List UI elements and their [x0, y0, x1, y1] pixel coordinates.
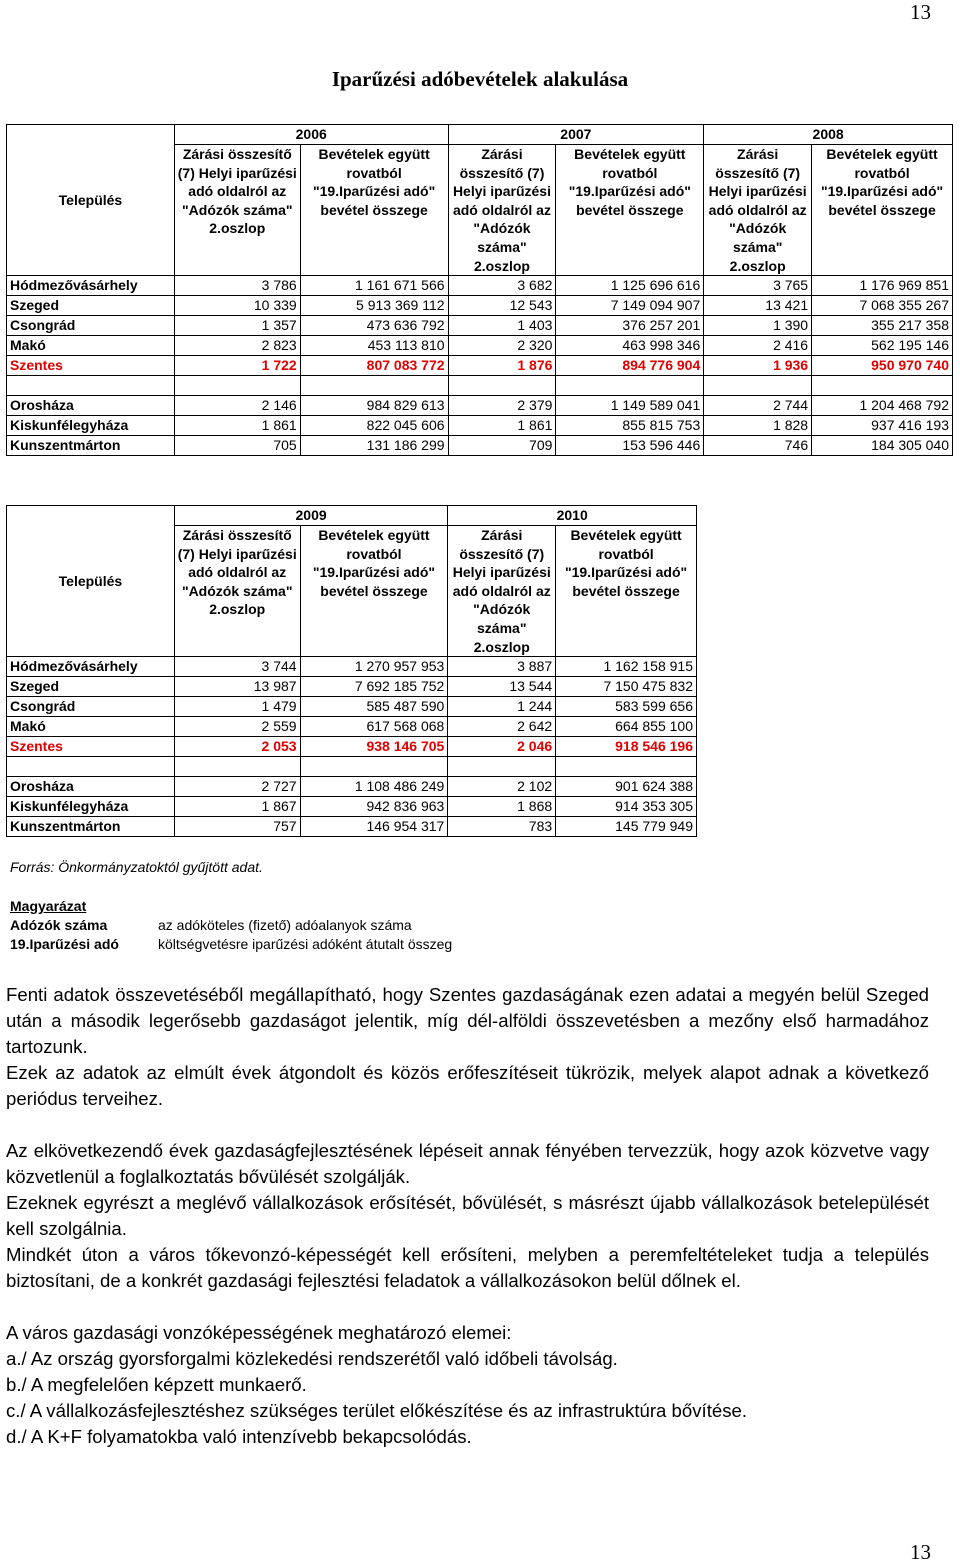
revenue-cell: 355 217 358 — [812, 316, 953, 336]
tax-revenue-table-2006-2008 — [6, 124, 953, 456]
revenue-cell: 463 998 346 — [556, 336, 704, 356]
legend-item — [10, 916, 452, 935]
settlement-name: Kiskunfélegyháza — [7, 797, 175, 817]
revenue-cell: 617 568 068 — [300, 717, 448, 737]
paragraph: Ezeknek egyrészt a meglévő vállalkozások erősítését, bővülését, s másrészt újabb vállalkozások betelepülését kell szolgálnia. — [6, 1192, 929, 1239]
page-title: Iparűzési adóbevételek alakulása — [331, 67, 629, 91]
year-header: 2006 — [174, 125, 448, 145]
table-row — [7, 276, 953, 296]
taxpayer-count-cell: 3 744 — [174, 657, 300, 677]
table-row — [7, 797, 697, 817]
revenue-cell: 822 045 606 — [300, 416, 448, 436]
table-row — [7, 336, 953, 356]
table-row — [7, 416, 953, 436]
taxpayer-count-cell: 2 727 — [174, 777, 300, 797]
settlement-name: Kiskunfélegyháza — [7, 416, 175, 436]
taxpayer-count-cell: 1 876 — [448, 356, 556, 376]
page-number-top: 13 — [910, 0, 931, 24]
revenue-cell: 894 776 904 — [556, 356, 704, 376]
taxpayer-count-cell: 1 868 — [448, 797, 556, 817]
revenue-cell: 942 836 963 — [300, 797, 448, 817]
revenue-cell: 145 779 949 — [556, 817, 697, 837]
revenue-cell: 1 204 468 792 — [812, 396, 953, 416]
taxpayer-count-cell: 2 642 — [448, 717, 556, 737]
taxpayer-count-cell: 783 — [448, 817, 556, 837]
empty-cell — [300, 757, 448, 777]
settlement-name: Csongrád — [7, 316, 175, 336]
settlement-name: Szeged — [7, 296, 175, 316]
settlement-name: Kunszentmárton — [7, 817, 175, 837]
empty-cell — [174, 757, 300, 777]
taxpayer-count-header: Zárási összesítő (7) Helyi iparűzési adó oldalról az "Adózók száma" 2.oszlop — [704, 145, 812, 276]
revenue-cell: 1 108 486 249 — [300, 777, 448, 797]
settlement-header: Település — [7, 506, 175, 657]
revenue-cell: 562 195 146 — [812, 336, 953, 356]
empty-cell — [7, 757, 175, 777]
revenue-cell: 901 624 388 — [556, 777, 697, 797]
taxpayer-count-cell: 1 861 — [174, 416, 300, 436]
paragraph: b./ A megfelelően képzett munkaerő. — [6, 1374, 307, 1395]
spacer-row — [7, 757, 697, 777]
legend-title: Magyarázat — [10, 898, 87, 914]
taxpayer-count-cell: 1 357 — [174, 316, 300, 336]
taxpayer-count-cell: 705 — [174, 436, 300, 456]
paragraph: Az elkövetkezendő évek gazdaságfejlesztésének lépéseit annak fényében tervezzük, hogy azok közvetve vagy közvetlenül a foglalkoztatás bővülését szolgálják. — [6, 1140, 929, 1187]
revenue-cell: 664 855 100 — [556, 717, 697, 737]
paragraph: A város gazdasági vonzóképességének meghatározó elemei: — [6, 1322, 512, 1343]
table-row — [7, 356, 953, 376]
taxpayer-count-cell: 3 786 — [174, 276, 300, 296]
taxpayer-count-cell: 1 828 — [704, 416, 812, 436]
taxpayer-count-cell: 2 146 — [174, 396, 300, 416]
taxpayer-count-header: Zárási összesítő (7) Helyi iparűzési adó oldalról az "Adózók száma" 2.oszlop — [448, 145, 556, 276]
taxpayer-count-header: Zárási összesítő (7) Helyi iparűzési adó oldalról az "Adózók száma" 2.oszlop — [174, 526, 300, 657]
revenue-cell: 5 913 369 112 — [300, 296, 448, 316]
legend — [10, 897, 452, 954]
settlement-header: Település — [7, 125, 175, 276]
table-row — [7, 396, 953, 416]
taxpayer-count-header: Zárási összesítő (7) Helyi iparűzési adó oldalról az "Adózók száma" 2.oszlop — [448, 526, 556, 657]
settlement-name: Szeged — [7, 677, 175, 697]
revenue-header: Bevételek együtt rovatból "19.Iparűzési adó" bevétel összege — [556, 145, 704, 276]
body-text — [6, 982, 929, 1450]
table-row — [7, 697, 697, 717]
revenue-cell: 153 596 446 — [556, 436, 704, 456]
taxpayer-count-cell: 1 722 — [174, 356, 300, 376]
taxpayer-count-cell: 2 046 — [448, 737, 556, 757]
taxpayer-count-header: Zárási összesítő (7) Helyi iparűzési adó oldalról az "Adózók száma" 2.oszlop — [174, 145, 300, 276]
paragraph-spacer — [6, 1112, 929, 1138]
paragraph: a./ Az ország gyorsforgalmi közlekedési rendszerétől való időbeli távolság. — [6, 1348, 618, 1369]
table-row — [7, 817, 697, 837]
taxpayer-count-cell: 1 244 — [448, 697, 556, 717]
revenue-cell: 146 954 317 — [300, 817, 448, 837]
revenue-cell: 807 083 772 — [300, 356, 448, 376]
revenue-cell: 918 546 196 — [556, 737, 697, 757]
year-header: 2009 — [174, 506, 448, 526]
revenue-cell: 7 150 475 832 — [556, 677, 697, 697]
taxpayer-count-cell: 3 682 — [448, 276, 556, 296]
paragraph-spacer — [6, 1294, 929, 1320]
empty-cell — [7, 376, 175, 396]
revenue-cell: 583 599 656 — [556, 697, 697, 717]
paragraph: d./ A K+F folyamatokba való intenzívebb bekapcsolódás. — [6, 1426, 472, 1447]
page-number-bottom: 13 — [910, 1540, 931, 1564]
taxpayer-count-cell: 709 — [448, 436, 556, 456]
settlement-name: Csongrád — [7, 697, 175, 717]
legend-term: 19.Iparűzési adó — [10, 936, 119, 952]
table-row — [7, 657, 697, 677]
revenue-cell: 938 146 705 — [300, 737, 448, 757]
revenue-cell: 453 113 810 — [300, 336, 448, 356]
paragraph: Fenti adatok összevetéséből megállapítható, hogy Szentes gazdaságának ezen adatai a megyén belül Szeged után a második legerősebb gazdaságot jelentik, míg dél-alföldi összevetésben a mezőny első harmadához tartozunk. — [6, 984, 929, 1057]
revenue-cell: 1 162 158 915 — [556, 657, 697, 677]
taxpayer-count-cell: 2 744 — [704, 396, 812, 416]
settlement-name: Szentes — [7, 356, 175, 376]
revenue-cell: 131 186 299 — [300, 436, 448, 456]
year-header: 2007 — [448, 125, 704, 145]
taxpayer-count-cell: 3 765 — [704, 276, 812, 296]
empty-cell — [174, 376, 300, 396]
revenue-header: Bevételek együtt rovatból "19.Iparűzési adó" bevétel összege — [812, 145, 953, 276]
empty-cell — [448, 757, 556, 777]
taxpayer-count-cell: 2 053 — [174, 737, 300, 757]
year-header: 2008 — [704, 125, 953, 145]
settlement-name: Szentes — [7, 737, 175, 757]
legend-description: az adóköteles (fizető) adóalanyok száma — [158, 917, 412, 933]
taxpayer-count-cell: 757 — [174, 817, 300, 837]
taxpayer-count-cell: 10 339 — [174, 296, 300, 316]
revenue-cell: 1 161 671 566 — [300, 276, 448, 296]
paragraph: Mindkét úton a város tőkevonzó-képességét kell erősíteni, melyben a peremfeltételeket tudja a település biztosítani, de a konkrét gazdasági fejlesztési feladatok a vállalkozásokon belül dőlnek el. — [6, 1244, 929, 1291]
taxpayer-count-cell: 2 102 — [448, 777, 556, 797]
taxpayer-count-cell: 12 543 — [448, 296, 556, 316]
revenue-cell: 937 416 193 — [812, 416, 953, 436]
settlement-name: Orosháza — [7, 777, 175, 797]
table-row — [7, 717, 697, 737]
tax-revenue-table-2009-2010 — [6, 505, 697, 837]
table-row — [7, 296, 953, 316]
empty-cell — [448, 376, 556, 396]
table-row — [7, 677, 697, 697]
table-body — [7, 276, 953, 456]
revenue-cell: 7 692 185 752 — [300, 677, 448, 697]
table-row — [7, 737, 697, 757]
empty-cell — [704, 376, 812, 396]
taxpayer-count-cell: 2 559 — [174, 717, 300, 737]
legend-term: Adózók száma — [10, 917, 108, 933]
taxpayer-count-cell: 1 861 — [448, 416, 556, 436]
empty-cell — [812, 376, 953, 396]
empty-cell — [556, 757, 697, 777]
source-note: Forrás: Önkormányzatoktól gyűjtött adat. — [10, 859, 263, 875]
taxpayer-count-cell: 1 867 — [174, 797, 300, 817]
taxpayer-count-cell: 2 416 — [704, 336, 812, 356]
table-row — [7, 316, 953, 336]
revenue-header: Bevételek együtt rovatból "19.Iparűzési adó" bevétel összege — [300, 145, 448, 276]
revenue-cell: 950 970 740 — [812, 356, 953, 376]
settlement-name: Hódmezővásárhely — [7, 657, 175, 677]
settlement-name: Makó — [7, 336, 175, 356]
revenue-cell: 1 176 969 851 — [812, 276, 953, 296]
legend-description: költségvetésre iparűzési adóként átutalt összeg — [158, 936, 453, 952]
taxpayer-count-cell: 3 887 — [448, 657, 556, 677]
taxpayer-count-cell: 1 936 — [704, 356, 812, 376]
settlement-name: Makó — [7, 717, 175, 737]
settlement-name: Kunszentmárton — [7, 436, 175, 456]
revenue-header: Bevételek együtt rovatból "19.Iparűzési adó" bevétel összege — [300, 526, 448, 657]
revenue-cell: 184 305 040 — [812, 436, 953, 456]
spacer-row — [7, 376, 953, 396]
revenue-cell: 914 353 305 — [556, 797, 697, 817]
paragraph: c./ A vállalkozásfejlesztéshez szükséges terület előkészítése és az infrastruktúra bővítése. — [6, 1400, 748, 1421]
taxpayer-count-cell: 1 403 — [448, 316, 556, 336]
taxpayer-count-cell: 13 987 — [174, 677, 300, 697]
revenue-cell: 984 829 613 — [300, 396, 448, 416]
revenue-cell: 7 068 355 267 — [812, 296, 953, 316]
taxpayer-count-cell: 1 390 — [704, 316, 812, 336]
taxpayer-count-cell: 1 479 — [174, 697, 300, 717]
table-body — [7, 657, 697, 837]
revenue-cell: 585 487 590 — [300, 697, 448, 717]
taxpayer-count-cell: 2 320 — [448, 336, 556, 356]
revenue-cell: 1 149 589 041 — [556, 396, 704, 416]
empty-cell — [300, 376, 448, 396]
legend-item — [10, 935, 452, 954]
revenue-cell: 7 149 094 907 — [556, 296, 704, 316]
empty-cell — [556, 376, 704, 396]
taxpayer-count-cell: 13 544 — [448, 677, 556, 697]
revenue-cell: 855 815 753 — [556, 416, 704, 436]
settlement-name: Hódmezővásárhely — [7, 276, 175, 296]
year-header: 2010 — [448, 506, 697, 526]
revenue-cell: 1 270 957 953 — [300, 657, 448, 677]
taxpayer-count-cell: 2 823 — [174, 336, 300, 356]
taxpayer-count-cell: 13 421 — [704, 296, 812, 316]
revenue-header: Bevételek együtt rovatból "19.Iparűzési adó" bevétel összege — [556, 526, 697, 657]
table-row — [7, 436, 953, 456]
revenue-cell: 376 257 201 — [556, 316, 704, 336]
revenue-cell: 1 125 696 616 — [556, 276, 704, 296]
paragraph: Ezek az adatok az elmúlt évek átgondolt és közös erőfeszítéseit tükrözik, melyek alapot adnak a következő periódus terveihez. — [6, 1062, 929, 1109]
revenue-cell: 473 636 792 — [300, 316, 448, 336]
settlement-name: Orosháza — [7, 396, 175, 416]
taxpayer-count-cell: 2 379 — [448, 396, 556, 416]
table-row — [7, 777, 697, 797]
taxpayer-count-cell: 746 — [704, 436, 812, 456]
